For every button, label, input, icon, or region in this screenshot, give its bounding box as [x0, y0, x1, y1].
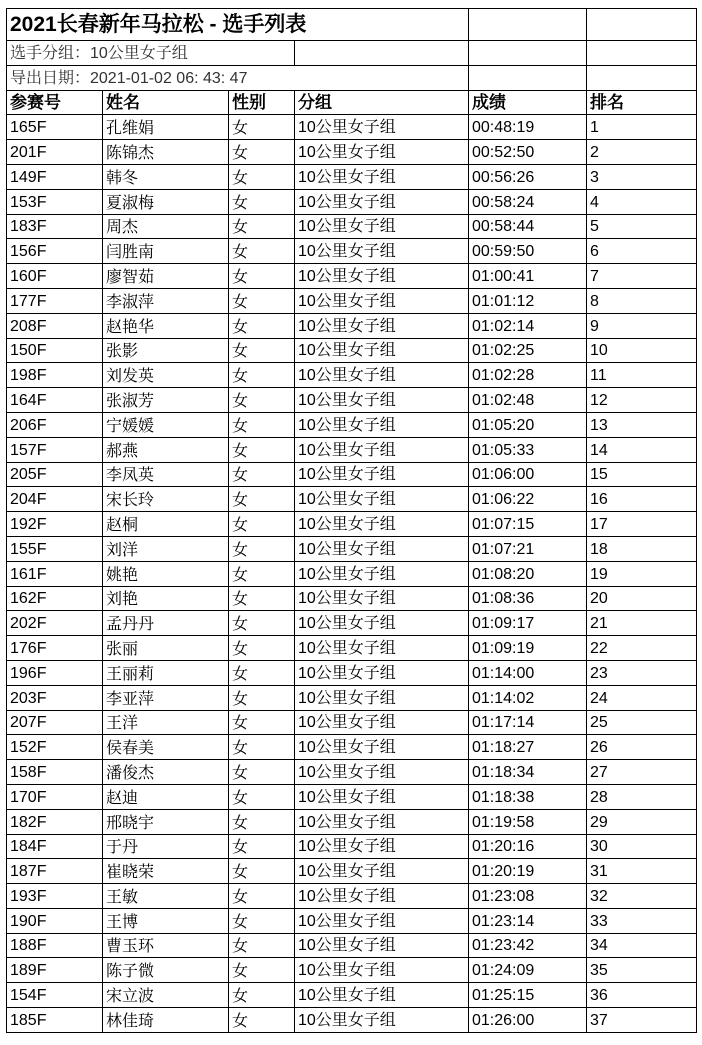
bib-cell: 203F [7, 685, 103, 710]
name-cell: 于丹 [103, 834, 229, 859]
name-cell: 郝燕 [103, 437, 229, 462]
time-cell: 01:18:38 [469, 784, 587, 809]
bib-cell: 204F [7, 487, 103, 512]
time-cell: 00:56:26 [469, 164, 587, 189]
group-cell: 10公里女子组 [295, 859, 469, 884]
bib-cell: 202F [7, 611, 103, 636]
table-row [7, 536, 697, 561]
gender-cell: 女 [229, 462, 295, 487]
bib-cell: 177F [7, 288, 103, 313]
header-time: 成绩 [469, 90, 587, 115]
time-cell: 01:08:36 [469, 586, 587, 611]
group-cell: 10公里女子组 [295, 313, 469, 338]
gender-cell: 女 [229, 338, 295, 363]
name-cell: 陈锦杰 [103, 140, 229, 165]
gender-cell: 女 [229, 908, 295, 933]
time-cell: 01:25:15 [469, 983, 587, 1008]
results-table [6, 8, 697, 1033]
table-row [7, 884, 697, 909]
table-row [7, 214, 697, 239]
gender-cell: 女 [229, 933, 295, 958]
bib-cell: 187F [7, 859, 103, 884]
bib-cell: 152F [7, 735, 103, 760]
table-row [7, 809, 697, 834]
group-cell: 10公里女子组 [295, 760, 469, 785]
rank-cell: 19 [587, 561, 697, 586]
group-cell: 10公里女子组 [295, 388, 469, 413]
time-cell: 01:26:00 [469, 1008, 587, 1033]
bib-cell: 155F [7, 536, 103, 561]
rank-cell: 33 [587, 908, 697, 933]
rank-cell: 37 [587, 1008, 697, 1033]
gender-cell: 女 [229, 809, 295, 834]
table-row [7, 1008, 697, 1033]
gender-cell: 女 [229, 189, 295, 214]
gender-cell: 女 [229, 859, 295, 884]
gender-cell: 女 [229, 412, 295, 437]
group-cell: 10公里女子组 [295, 983, 469, 1008]
bib-cell: 170F [7, 784, 103, 809]
rank-cell: 6 [587, 239, 697, 264]
group-row [7, 41, 697, 66]
time-cell: 01:24:09 [469, 958, 587, 983]
group-label: 选手分组：10公里女子组 [7, 41, 295, 66]
rank-cell: 18 [587, 536, 697, 561]
bib-cell: 188F [7, 933, 103, 958]
table-row [7, 760, 697, 785]
table-row [7, 462, 697, 487]
gender-cell: 女 [229, 164, 295, 189]
empty-cell [295, 41, 469, 66]
group-cell: 10公里女子组 [295, 586, 469, 611]
gender-cell: 女 [229, 239, 295, 264]
name-cell: 邢晓宇 [103, 809, 229, 834]
name-cell: 李淑萍 [103, 288, 229, 313]
export-date-label: 导出日期：2021-01-02 06: 43: 47 [7, 65, 469, 90]
table-row [7, 983, 697, 1008]
rank-cell: 2 [587, 140, 697, 165]
name-cell: 王洋 [103, 710, 229, 735]
header-name: 姓名 [103, 90, 229, 115]
group-cell: 10公里女子组 [295, 660, 469, 685]
table-row [7, 735, 697, 760]
name-cell: 王丽莉 [103, 660, 229, 685]
name-cell: 刘洋 [103, 536, 229, 561]
bib-cell: 160F [7, 264, 103, 289]
bib-cell: 193F [7, 884, 103, 909]
table-row [7, 908, 697, 933]
table-row [7, 611, 697, 636]
table-row [7, 660, 697, 685]
name-cell: 王敏 [103, 884, 229, 909]
header-bib: 参赛号 [7, 90, 103, 115]
title-row [7, 9, 697, 41]
bib-cell: 165F [7, 115, 103, 140]
table-row [7, 561, 697, 586]
bib-cell: 153F [7, 189, 103, 214]
group-cell: 10公里女子组 [295, 189, 469, 214]
rank-cell: 28 [587, 784, 697, 809]
bib-cell: 150F [7, 338, 103, 363]
gender-cell: 女 [229, 313, 295, 338]
name-cell: 赵艳华 [103, 313, 229, 338]
rank-cell: 21 [587, 611, 697, 636]
rank-cell: 16 [587, 487, 697, 512]
table-row [7, 859, 697, 884]
table-row [7, 437, 697, 462]
gender-cell: 女 [229, 586, 295, 611]
gender-cell: 女 [229, 288, 295, 313]
time-cell: 01:05:33 [469, 437, 587, 462]
gender-cell: 女 [229, 363, 295, 388]
name-cell: 王博 [103, 908, 229, 933]
time-cell: 00:48:19 [469, 115, 587, 140]
table-row [7, 388, 697, 413]
name-cell: 李凤英 [103, 462, 229, 487]
time-cell: 01:06:00 [469, 462, 587, 487]
bib-cell: 161F [7, 561, 103, 586]
table-row [7, 685, 697, 710]
group-cell: 10公里女子组 [295, 809, 469, 834]
group-cell: 10公里女子组 [295, 264, 469, 289]
time-cell: 01:02:48 [469, 388, 587, 413]
table-row [7, 958, 697, 983]
time-cell: 01:23:08 [469, 884, 587, 909]
group-cell: 10公里女子组 [295, 437, 469, 462]
table-row [7, 834, 697, 859]
rank-cell: 20 [587, 586, 697, 611]
gender-cell: 女 [229, 512, 295, 537]
gender-cell: 女 [229, 884, 295, 909]
bib-cell: 164F [7, 388, 103, 413]
rank-cell: 23 [587, 660, 697, 685]
export-row [7, 65, 697, 90]
time-cell: 01:18:34 [469, 760, 587, 785]
rank-cell: 26 [587, 735, 697, 760]
empty-cell [587, 9, 697, 41]
time-cell: 00:58:24 [469, 189, 587, 214]
table-row [7, 115, 697, 140]
bib-cell: 206F [7, 412, 103, 437]
bib-cell: 158F [7, 760, 103, 785]
group-cell: 10公里女子组 [295, 884, 469, 909]
name-cell: 孔维娟 [103, 115, 229, 140]
table-row [7, 586, 697, 611]
rank-cell: 29 [587, 809, 697, 834]
time-cell: 01:06:22 [469, 487, 587, 512]
name-cell: 赵迪 [103, 784, 229, 809]
name-cell: 潘俊杰 [103, 760, 229, 785]
time-cell: 01:00:41 [469, 264, 587, 289]
rank-cell: 1 [587, 115, 697, 140]
group-cell: 10公里女子组 [295, 933, 469, 958]
name-cell: 廖智茹 [103, 264, 229, 289]
time-cell: 01:19:58 [469, 809, 587, 834]
time-cell: 00:52:50 [469, 140, 587, 165]
gender-cell: 女 [229, 834, 295, 859]
group-cell: 10公里女子组 [295, 412, 469, 437]
group-cell: 10公里女子组 [295, 164, 469, 189]
header-row [7, 90, 697, 115]
name-cell: 周杰 [103, 214, 229, 239]
name-cell: 崔晓荣 [103, 859, 229, 884]
rank-cell: 11 [587, 363, 697, 388]
time-cell: 01:14:02 [469, 685, 587, 710]
header-group: 分组 [295, 90, 469, 115]
group-cell: 10公里女子组 [295, 784, 469, 809]
name-cell: 张影 [103, 338, 229, 363]
time-cell: 01:02:25 [469, 338, 587, 363]
time-cell: 01:02:14 [469, 313, 587, 338]
bib-cell: 208F [7, 313, 103, 338]
gender-cell: 女 [229, 388, 295, 413]
time-cell: 01:09:19 [469, 636, 587, 661]
rank-cell: 25 [587, 710, 697, 735]
bib-cell: 192F [7, 512, 103, 537]
gender-cell: 女 [229, 983, 295, 1008]
group-cell: 10公里女子组 [295, 338, 469, 363]
rank-cell: 3 [587, 164, 697, 189]
rank-cell: 4 [587, 189, 697, 214]
name-cell: 张丽 [103, 636, 229, 661]
gender-cell: 女 [229, 685, 295, 710]
group-cell: 10公里女子组 [295, 115, 469, 140]
group-cell: 10公里女子组 [295, 834, 469, 859]
name-cell: 陈子微 [103, 958, 229, 983]
name-cell: 孟丹丹 [103, 611, 229, 636]
bib-cell: 176F [7, 636, 103, 661]
group-cell: 10公里女子组 [295, 512, 469, 537]
table-row [7, 710, 697, 735]
time-cell: 01:08:20 [469, 561, 587, 586]
time-cell: 01:05:20 [469, 412, 587, 437]
empty-cell [469, 41, 587, 66]
time-cell: 00:58:44 [469, 214, 587, 239]
table-row [7, 933, 697, 958]
group-cell: 10公里女子组 [295, 561, 469, 586]
bib-cell: 207F [7, 710, 103, 735]
name-cell: 林佳琦 [103, 1008, 229, 1033]
group-cell: 10公里女子组 [295, 908, 469, 933]
table-row [7, 512, 697, 537]
bib-cell: 184F [7, 834, 103, 859]
group-cell: 10公里女子组 [295, 1008, 469, 1033]
gender-cell: 女 [229, 561, 295, 586]
gender-cell: 女 [229, 437, 295, 462]
rank-cell: 12 [587, 388, 697, 413]
table-row [7, 239, 697, 264]
table-row [7, 363, 697, 388]
rank-cell: 27 [587, 760, 697, 785]
table-row [7, 784, 697, 809]
gender-cell: 女 [229, 140, 295, 165]
gender-cell: 女 [229, 536, 295, 561]
gender-cell: 女 [229, 760, 295, 785]
table-row [7, 636, 697, 661]
bib-cell: 198F [7, 363, 103, 388]
name-cell: 赵桐 [103, 512, 229, 537]
time-cell: 01:07:21 [469, 536, 587, 561]
group-cell: 10公里女子组 [295, 636, 469, 661]
bib-cell: 190F [7, 908, 103, 933]
bib-cell: 162F [7, 586, 103, 611]
time-cell: 01:23:42 [469, 933, 587, 958]
empty-cell [469, 65, 587, 90]
rank-cell: 32 [587, 884, 697, 909]
group-cell: 10公里女子组 [295, 958, 469, 983]
time-cell: 01:09:17 [469, 611, 587, 636]
rank-cell: 22 [587, 636, 697, 661]
bib-cell: 154F [7, 983, 103, 1008]
bib-cell: 185F [7, 1008, 103, 1033]
bib-cell: 196F [7, 660, 103, 685]
gender-cell: 女 [229, 710, 295, 735]
rank-cell: 17 [587, 512, 697, 537]
group-cell: 10公里女子组 [295, 462, 469, 487]
name-cell: 曹玉环 [103, 933, 229, 958]
bib-cell: 182F [7, 809, 103, 834]
table-row [7, 487, 697, 512]
table-row [7, 288, 697, 313]
time-cell: 01:02:28 [469, 363, 587, 388]
name-cell: 姚艳 [103, 561, 229, 586]
gender-cell: 女 [229, 115, 295, 140]
time-cell: 01:14:00 [469, 660, 587, 685]
table-row [7, 164, 697, 189]
group-cell: 10公里女子组 [295, 140, 469, 165]
name-cell: 刘发英 [103, 363, 229, 388]
time-cell: 01:20:16 [469, 834, 587, 859]
bib-cell: 156F [7, 239, 103, 264]
name-cell: 宋立波 [103, 983, 229, 1008]
gender-cell: 女 [229, 487, 295, 512]
rank-cell: 9 [587, 313, 697, 338]
bib-cell: 157F [7, 437, 103, 462]
rank-cell: 34 [587, 933, 697, 958]
time-cell: 01:07:15 [469, 512, 587, 537]
rank-cell: 7 [587, 264, 697, 289]
rank-cell: 5 [587, 214, 697, 239]
group-cell: 10公里女子组 [295, 487, 469, 512]
rank-cell: 24 [587, 685, 697, 710]
page-title: 2021长春新年马拉松 - 选手列表 [7, 9, 469, 41]
gender-cell: 女 [229, 784, 295, 809]
gender-cell: 女 [229, 958, 295, 983]
rank-cell: 13 [587, 412, 697, 437]
gender-cell: 女 [229, 611, 295, 636]
bib-cell: 201F [7, 140, 103, 165]
group-cell: 10公里女子组 [295, 710, 469, 735]
bib-cell: 183F [7, 214, 103, 239]
rank-cell: 10 [587, 338, 697, 363]
gender-cell: 女 [229, 660, 295, 685]
name-cell: 闫胜南 [103, 239, 229, 264]
empty-cell [587, 41, 697, 66]
table-row [7, 189, 697, 214]
rank-cell: 30 [587, 834, 697, 859]
header-gender: 性别 [229, 90, 295, 115]
group-cell: 10公里女子组 [295, 288, 469, 313]
gender-cell: 女 [229, 1008, 295, 1033]
rank-cell: 14 [587, 437, 697, 462]
table-row [7, 338, 697, 363]
table-row [7, 140, 697, 165]
time-cell: 01:20:19 [469, 859, 587, 884]
name-cell: 李亚萍 [103, 685, 229, 710]
table-row [7, 313, 697, 338]
bib-cell: 205F [7, 462, 103, 487]
name-cell: 宁媛媛 [103, 412, 229, 437]
group-cell: 10公里女子组 [295, 536, 469, 561]
bib-cell: 149F [7, 164, 103, 189]
rank-cell: 36 [587, 983, 697, 1008]
name-cell: 韩冬 [103, 164, 229, 189]
rank-cell: 15 [587, 462, 697, 487]
group-cell: 10公里女子组 [295, 611, 469, 636]
group-cell: 10公里女子组 [295, 685, 469, 710]
gender-cell: 女 [229, 735, 295, 760]
rank-cell: 31 [587, 859, 697, 884]
gender-cell: 女 [229, 264, 295, 289]
time-cell: 01:01:12 [469, 288, 587, 313]
name-cell: 夏淑梅 [103, 189, 229, 214]
time-cell: 00:59:50 [469, 239, 587, 264]
time-cell: 01:18:27 [469, 735, 587, 760]
group-cell: 10公里女子组 [295, 239, 469, 264]
name-cell: 张淑芳 [103, 388, 229, 413]
rank-cell: 8 [587, 288, 697, 313]
table-row [7, 264, 697, 289]
empty-cell [469, 9, 587, 41]
gender-cell: 女 [229, 214, 295, 239]
empty-cell [587, 65, 697, 90]
group-cell: 10公里女子组 [295, 363, 469, 388]
time-cell: 01:17:14 [469, 710, 587, 735]
group-cell: 10公里女子组 [295, 214, 469, 239]
rank-cell: 35 [587, 958, 697, 983]
name-cell: 刘艳 [103, 586, 229, 611]
name-cell: 侯春美 [103, 735, 229, 760]
name-cell: 宋长玲 [103, 487, 229, 512]
group-cell: 10公里女子组 [295, 735, 469, 760]
time-cell: 01:23:14 [469, 908, 587, 933]
bib-cell: 189F [7, 958, 103, 983]
header-rank: 排名 [587, 90, 697, 115]
table-row [7, 412, 697, 437]
gender-cell: 女 [229, 636, 295, 661]
